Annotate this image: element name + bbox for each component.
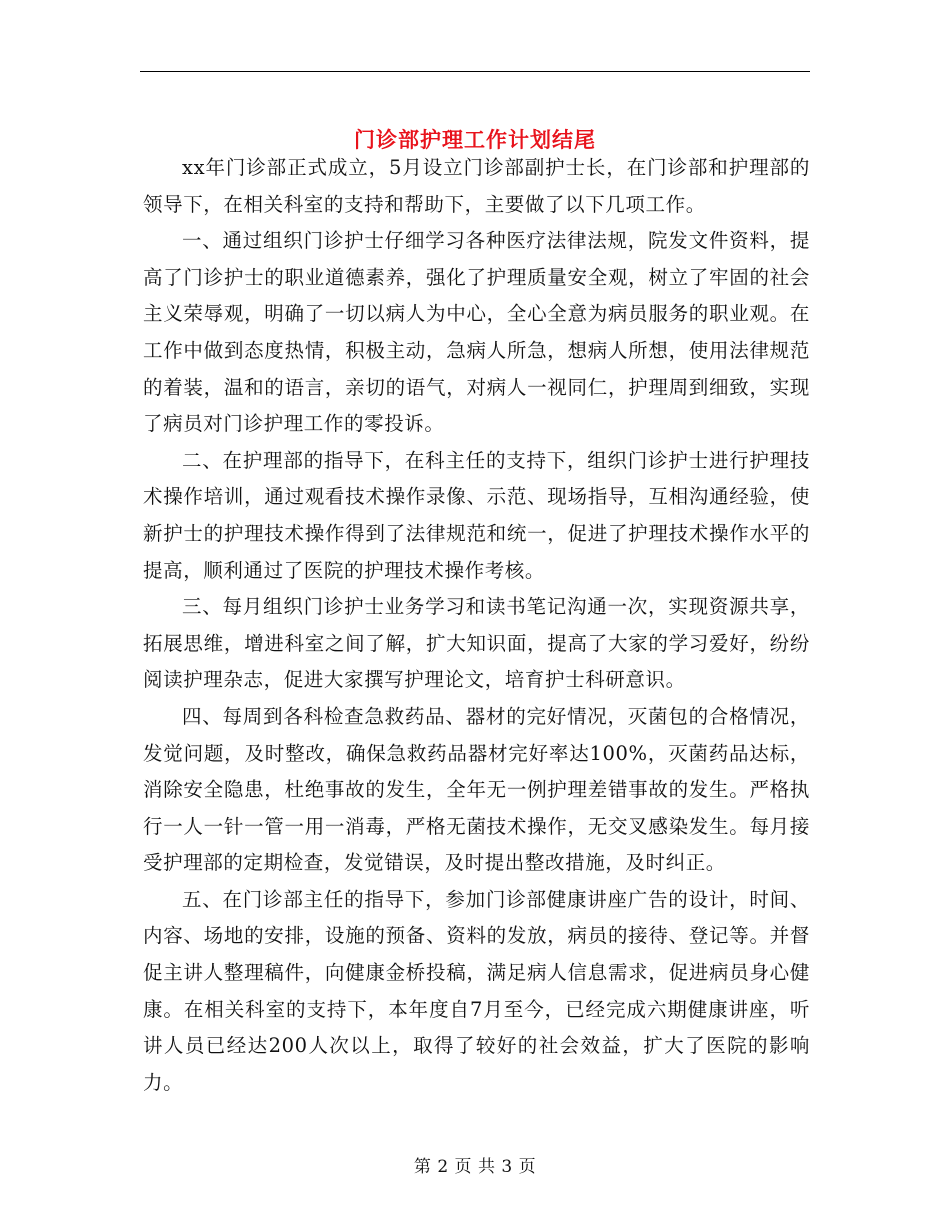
section-2-paragraph: 二、在护理部的指导下，在科主任的支持下，组织门诊护士进行护理技术操作培训，通过观看技术操作录像、示范、现场指导，互相沟通经验，使新护士的护理技术操作得到了法律规范和统一，促进了护理技术操作水平的提高，顺利通过了医院的护理技术操作考核。 bbox=[143, 448, 810, 582]
intro-paragraph: xx年门诊部正式成立，5月设立门诊部副护士长，在门诊部和护理部的领导下，在相关科室的支持和帮助下，主要做了以下几项工作。 bbox=[143, 156, 810, 216]
section-4-paragraph: 四、每周到各科检查急救药品、器材的完好情况，灭菌包的合格情况，发觉问题，及时整改，确保急救药品器材完好率达100%，灭菌药品达标，消除安全隐患，杜绝事故的发生，全年无一例护理差错事故的发生。严格执行一人一针一管一用一消毒，严格无菌技术操作，无交叉感染发生。每月接受护理部的定期检查，发觉错误，及时提出整改措施，及时纠正。 bbox=[143, 704, 810, 875]
header-rule bbox=[140, 71, 810, 72]
section-1-paragraph: 一、通过组织门诊护士仔细学习各种医疗法律法规，院发文件资料，提高了门诊护士的职业道德素养，强化了护理质量安全观，树立了牢固的社会主义荣辱观，明确了一切以病人为中心，全心全意为病员服务的职业观。在工作中做到态度热情，积极主动，急病人所急，想病人所想，使用法律规范的着装，温和的语言，亲切的语气，对病人一视同仁，护理周到细致，实现了病员对门诊护理工作的零投诉。 bbox=[143, 229, 810, 436]
section-3-paragraph: 三、每月组织门诊护士业务学习和读书笔记沟通一次，实现资源共享，拓展思维，增进科室之间了解，扩大知识面，提高了大家的学习爱好，纷纷阅读护理杂志，促进大家撰写护理论文，培育护士科研意识。 bbox=[143, 595, 810, 692]
document-body bbox=[143, 150, 810, 1101]
page-number-footer: 第 2 页 共 3 页 bbox=[413, 1157, 537, 1177]
document-title: 门诊部护理工作计划结尾 bbox=[354, 127, 596, 153]
section-5-paragraph: 五、在门诊部主任的指导下，参加门诊部健康讲座广告的设计，时间、内容、场地的安排，设施的预备、资料的发放，病员的接待、登记等。并督促主讲人整理稿件，向健康金桥投稿，满足病人信息需求，促进病员身心健康。在相关科室的支持下，本年度自7月至今，已经完成六期健康讲座，听讲人员已经达200人次以上，取得了较好的社会效益，扩大了医院的影响力。 bbox=[143, 887, 810, 1094]
